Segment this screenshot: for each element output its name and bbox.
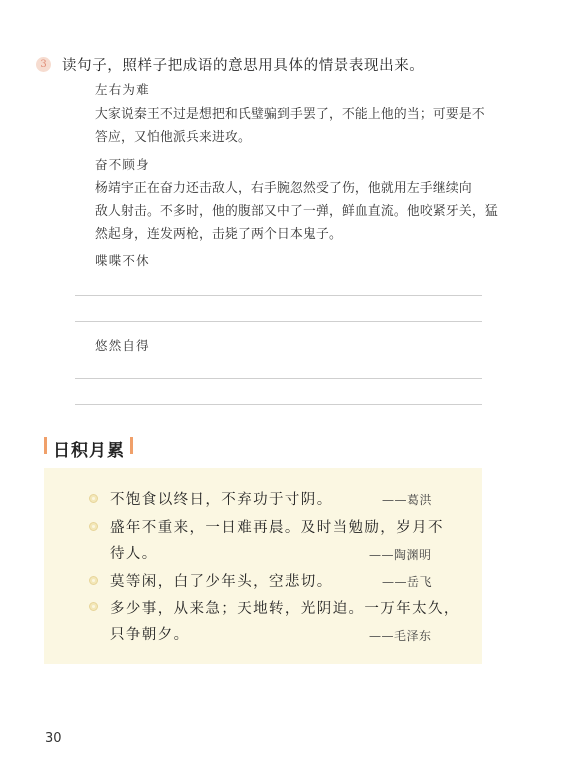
quote-author: ——毛泽东 [369,629,432,643]
quote-line: 多少事，从来急；天地转，光阴迫。一万年太久， [110,601,460,617]
exercise-instruction: 读句子，照样子把成语的意思用具体的情景表现出来。 [62,58,425,74]
paragraph-line: 然起身，连发两枪，击毙了两个日本鬼子。 [95,227,342,242]
bullet-icon [89,576,98,585]
example-idiom-2: 奋不顾身 [95,157,150,172]
quote-author: ——岳飞 [382,575,433,589]
section-title: 日积月累 [53,441,125,461]
paragraph-line: 大家说秦王不过是想把和氏璧骗到手罢了，不能上他的当；可要是不 [95,107,485,122]
quote-line: 待人。 [110,546,158,562]
bullet-icon [89,522,98,531]
page-number: 30 [45,731,62,746]
exercise-number-badge: 3 [36,57,51,72]
quote-author: ——陶渊明 [369,548,432,562]
quote-line: 不饱食以终日，不弃功于寸阴。 [110,492,333,508]
task-idiom-1: 喋喋不休 [95,253,150,268]
bullet-icon [89,602,98,611]
paragraph-line: 杨靖宇正在奋力还击敌人，右手腕忽然受了伤，他就用左手继续向 [95,181,472,196]
section-accent-bar-left [44,437,47,454]
task-idiom-2: 悠然自得 [95,338,150,353]
paragraph-line: 答应，又怕他派兵来进攻。 [95,130,251,145]
bullet-icon [89,494,98,503]
quote-line: 盛年不重来，一日难再晨。及时当勉励，岁月不 [110,520,444,536]
example-paragraph-2 [95,177,498,246]
example-paragraph-1 [95,103,490,149]
quote-line: 只争朝夕。 [110,627,190,643]
answer-line[interactable] [75,404,482,405]
answer-line[interactable] [75,295,482,296]
quote-line: 莫等闲，白了少年头，空悲切。 [110,574,333,590]
quote-author: ——葛洪 [382,493,433,507]
answer-line[interactable] [75,378,482,379]
answer-line[interactable] [75,321,482,322]
example-idiom-1: 左右为难 [95,82,150,97]
section-accent-bar-right [130,437,133,454]
paragraph-line: 敌人射击。不多时，他的腹部又中了一弹，鲜血直流。他咬紧牙关，猛 [95,204,498,219]
